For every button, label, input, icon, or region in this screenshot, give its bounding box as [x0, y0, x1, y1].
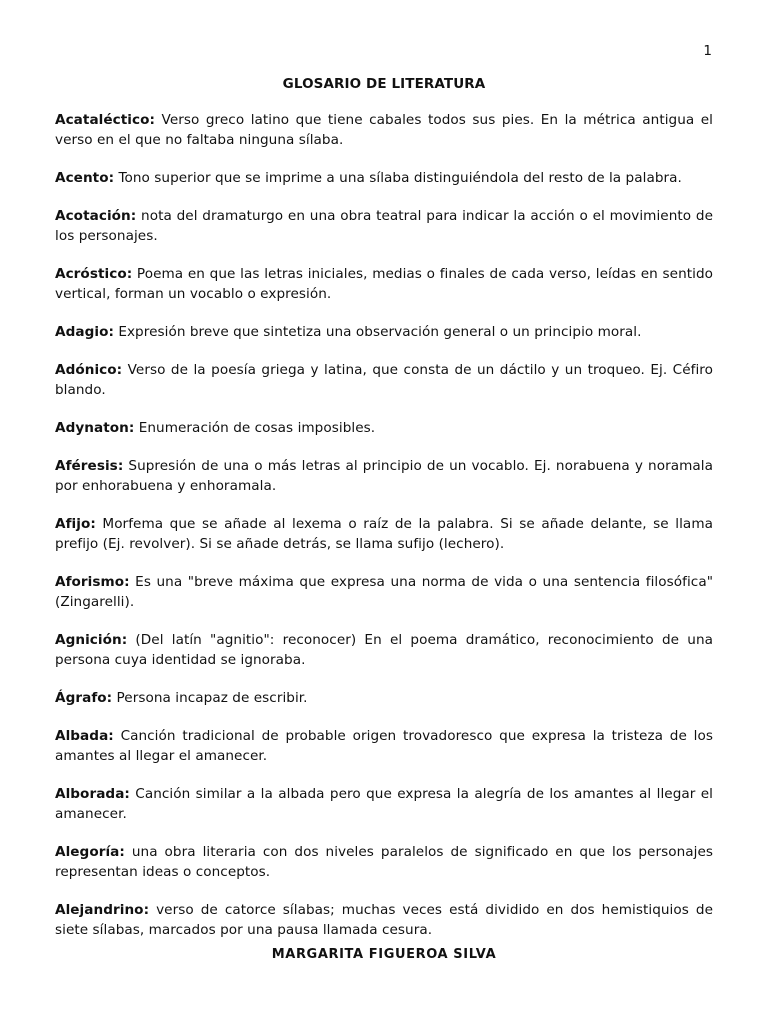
- entry-definition: Persona incapaz de escribir.: [112, 690, 308, 706]
- entry-definition: Verso greco latino que tiene cabales todos sus pies. En la métrica antigua el verso en el que no faltaba ninguna sílaba.: [55, 112, 713, 148]
- entry-definition: Supresión de una o más letras al principio de un vocablo. Ej. norabuena y noramala por enhorabuena y enhoramala.: [55, 458, 713, 494]
- entry-definition: Canción similar a la albada pero que expresa la alegría de los amantes al llegar el amanecer.: [55, 786, 713, 822]
- glossary-entry: [55, 206, 713, 246]
- entry-definition: Tono superior que se imprime a una sílaba distinguiéndola del resto de la palabra.: [114, 170, 682, 186]
- entry-term: Acotación:: [55, 208, 137, 224]
- entry-term: Agnición:: [55, 632, 128, 648]
- entry-term: Alejandrino:: [55, 902, 150, 918]
- entry-term: Acróstico:: [55, 266, 133, 282]
- entry-definition: una obra literaria con dos niveles paralelos de significado en que los personajes representan ideas o conceptos.: [55, 844, 713, 880]
- entry-term: Acento:: [55, 170, 115, 186]
- entry-term: Adynaton:: [55, 420, 135, 436]
- entry-term: Acataléctico:: [55, 112, 156, 128]
- entry-definition: Expresión breve que sintetiza una observación general o un principio moral.: [113, 324, 642, 340]
- entry-term: Afijo:: [55, 516, 96, 532]
- entry-definition: (Del latín "agnitio": reconocer) En el poema dramático, reconocimiento de una persona cuya identidad se ignoraba.: [55, 632, 713, 668]
- glossary-entry: [55, 688, 713, 708]
- entry-definition: Canción tradicional de probable origen trovadoresco que expresa la tristeza de los amantes al llegar el amanecer.: [55, 728, 713, 764]
- entry-definition: Enumeración de cosas imposibles.: [134, 420, 376, 436]
- glossary-entry: [55, 322, 713, 342]
- glossary-entry: [55, 726, 713, 766]
- glossary-entry: [55, 900, 713, 940]
- glossary-entry: [55, 360, 713, 400]
- entry-definition: Poema en que las letras iniciales, medias o finales de cada verso, leídas en sentido vertical, forman un vocablo o expresión.: [55, 266, 713, 302]
- glossary-entry: [55, 456, 713, 496]
- glossary-entry: [55, 168, 713, 188]
- glossary-entry: [55, 514, 713, 554]
- glossary-entry: [55, 784, 713, 824]
- entry-definition: nota del dramaturgo en una obra teatral para indicar la acción o el movimiento de los personajes.: [55, 208, 713, 244]
- entry-term: Alborada:: [55, 786, 130, 802]
- entry-term: Aféresis:: [55, 458, 124, 474]
- entry-definition: verso de catorce sílabas; muchas veces está dividido en dos hemistiquios de siete sílabas, marcados por una pausa llamada cesura.: [55, 902, 713, 938]
- page-footer-author: MARGARITA FIGUEROA SILVA: [271, 947, 497, 962]
- entry-definition: Morfema que se añade al lexema o raíz de la palabra. Si se añade delante, se llama prefijo (Ej. revolver). Si se añade detrás, se llama sufijo (lechero).: [55, 516, 713, 552]
- entry-term: Aforismo:: [55, 574, 130, 590]
- glossary-entry: [55, 842, 713, 882]
- entry-term: Adónico:: [55, 362, 123, 378]
- glossary-entries: [55, 110, 713, 958]
- entry-term: Ágrafo:: [55, 690, 113, 706]
- glossary-entry: [55, 630, 713, 670]
- entry-term: Albada:: [55, 728, 114, 744]
- glossary-entry: [55, 572, 713, 612]
- glossary-entry: [55, 110, 713, 150]
- glossary-entry: [55, 264, 713, 304]
- entry-term: Adagio:: [55, 324, 114, 340]
- entry-definition: Es una "breve máxima que expresa una norma de vida o una sentencia filosófica"(Zingarelli).: [55, 574, 713, 610]
- entry-definition: Verso de la poesía griega y latina, que consta de un dáctilo y un troqueo. Ej. Céfiro blando.: [55, 362, 713, 398]
- page-number: 1: [703, 43, 712, 59]
- document-title: GLOSARIO DE LITERATURA: [282, 76, 486, 92]
- glossary-entry: [55, 418, 713, 438]
- entry-term: Alegoría:: [55, 844, 125, 860]
